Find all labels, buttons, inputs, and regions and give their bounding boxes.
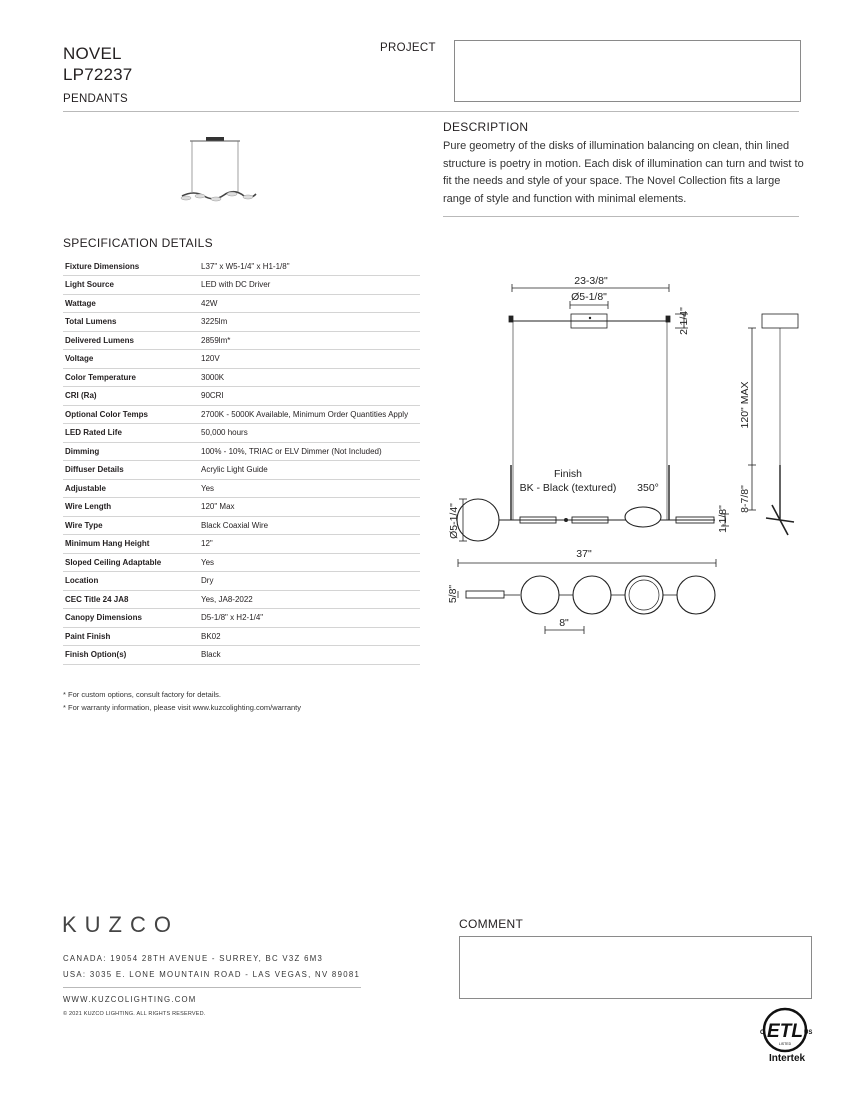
disk-diameter-label: Ø5-1/4" [448, 503, 460, 539]
address-usa: USA: 3035 E. LONE MOUNTAIN ROAD - LAS VEGAS, NV 89081 [63, 970, 361, 979]
spec-value: Acrylic Light Guide [199, 461, 420, 480]
spec-value: 12" [199, 535, 420, 554]
spec-label: Light Source [63, 276, 199, 295]
spec-value: D5-1/8" x H2-1/4" [199, 609, 420, 628]
spec-value: Yes [199, 479, 420, 498]
spec-label: Finish Option(s) [63, 646, 199, 665]
spec-label: Adjustable [63, 479, 199, 498]
spacing-label: 8" [559, 617, 569, 629]
cable-length-label: 120" MAX [739, 381, 751, 429]
spec-row [63, 572, 420, 591]
svg-text:US: US [804, 1030, 813, 1036]
model-number: LP72237 [63, 65, 133, 84]
spec-value: 50,000 hours [199, 424, 420, 443]
footer-divider [63, 987, 361, 988]
spec-label: Sloped Ceiling Adaptable [63, 553, 199, 572]
spec-row [63, 498, 420, 517]
collection-name: NOVEL [63, 44, 122, 63]
spec-label: Diffuser Details [63, 461, 199, 480]
spec-value: L37" x W5-1/4" x H1-1/8" [199, 257, 420, 276]
spec-label: Dimming [63, 442, 199, 461]
body-height-label: 1-1/8" [717, 505, 729, 533]
svg-text:LISTED: LISTED [778, 1042, 792, 1046]
spec-label: LED Rated Life [63, 424, 199, 443]
spec-value: 120V [199, 350, 420, 369]
description-divider [443, 216, 799, 217]
svg-text:C: C [760, 1030, 765, 1036]
product-photo [170, 130, 260, 210]
canopy-height-label: 2-1/4" [678, 307, 690, 335]
spec-value: 120" Max [199, 498, 420, 517]
spec-row [63, 609, 420, 628]
spec-value: 2859lm* [199, 331, 420, 350]
spec-label: Location [63, 572, 199, 591]
spec-row [63, 646, 420, 665]
spec-row [63, 257, 420, 276]
spec-label: Optional Color Temps [63, 405, 199, 424]
spec-row [63, 276, 420, 295]
finish-label: Finish [553, 468, 583, 480]
disk-top-1 [521, 576, 559, 614]
spec-row [63, 535, 420, 554]
spec-value: Black Coaxial Wire [199, 516, 420, 535]
side-height-label: 8-7/8" [739, 485, 751, 513]
copyright-text: © 2021 KUZCO LIGHTING. ALL RIGHTS RESERVED. [63, 1011, 206, 1017]
description-text: Pure geometry of the disks of illumination balancing on clean, thin lined structure is poetry in motion. Each disk of illumination can turn and twist to fit the needs and style of your space. The Novel Collection fits a large range of style and function with minimal elements. [443, 140, 804, 205]
spec-value: 2700K - 5000K Available, Minimum Order Quantities Apply [199, 405, 420, 424]
spec-row [63, 331, 420, 350]
spec-row [63, 461, 420, 480]
spec-label: Wire Length [63, 498, 199, 517]
spec-label: Minimum Hang Height [63, 535, 199, 554]
rotation-label: 350° [637, 482, 659, 494]
spec-table [63, 257, 420, 665]
spec-value: 3000K [199, 368, 420, 387]
address-canada: CANADA: 19054 28TH AVENUE - SURREY, BC V3Z 6M3 [63, 954, 324, 963]
custom-options-note: * For custom options, consult factory for details. [63, 690, 221, 699]
disk-top-3 [625, 576, 663, 614]
spec-value: 90CRI [199, 387, 420, 406]
overall-length-label: 37" [576, 548, 592, 560]
spec-label: Fixture Dimensions [63, 257, 199, 276]
spec-label: Delivered Lumens [63, 331, 199, 350]
depth-label: 5/8" [447, 584, 459, 604]
spec-row [63, 424, 420, 443]
spec-value: 42W [199, 294, 420, 313]
project-field[interactable] [454, 40, 801, 102]
spec-value: Black [199, 646, 420, 665]
spec-label: CRI (Ra) [63, 387, 199, 406]
spec-value: Dry [199, 572, 420, 591]
spec-row [63, 313, 420, 332]
spec-label: Voltage [63, 350, 199, 369]
spec-row [63, 442, 420, 461]
spec-label: Paint Finish [63, 627, 199, 646]
description-heading: DESCRIPTION [443, 120, 529, 134]
spec-heading: SPECIFICATION DETAILS [63, 236, 213, 250]
spec-row [63, 553, 420, 572]
spec-value: LED with DC Driver [199, 276, 420, 295]
spec-value: 100% - 10%, TRIAC or ELV Dimmer (Not Included) [199, 442, 420, 461]
spec-row [63, 590, 420, 609]
kuzco-logo: KUZCO [62, 912, 179, 937]
dimension-drawing [440, 260, 820, 640]
header-divider [63, 111, 799, 112]
spec-label: Wire Type [63, 516, 199, 535]
comment-label: COMMENT [459, 917, 524, 931]
disk-top-2 [573, 576, 611, 614]
spec-row [63, 405, 420, 424]
svg-text:ETL: ETL [767, 1021, 803, 1042]
spec-label: Color Temperature [63, 368, 199, 387]
spec-row [63, 350, 420, 369]
spec-label: Total Lumens [63, 313, 199, 332]
spec-label: CEC Title 24 JA8 [63, 590, 199, 609]
spec-value: Yes [199, 553, 420, 572]
etl-certification-icon [756, 1002, 818, 1066]
rotated-disk [625, 507, 661, 527]
spec-row [63, 294, 420, 313]
spec-label: Canopy Dimensions [63, 609, 199, 628]
canopy-width-label: 23-3/8" [574, 275, 608, 287]
spec-label: Wattage [63, 294, 199, 313]
project-label: PROJECT [380, 42, 436, 54]
disk-top-4 [677, 576, 715, 614]
product-category: PENDANTS [63, 93, 129, 105]
spec-row [63, 387, 420, 406]
spec-value: 3225lm [199, 313, 420, 332]
spec-row [63, 368, 420, 387]
spec-row [63, 516, 420, 535]
comment-field[interactable] [459, 936, 812, 999]
spec-value: Yes, JA8-2022 [199, 590, 420, 609]
svg-text:Intertek: Intertek [768, 1053, 806, 1064]
warranty-note: * For warranty information, please visit www.kuzcolighting.com/warranty [63, 703, 302, 712]
canopy-diameter-label: Ø5-1/8" [571, 291, 607, 303]
spec-value: BK02 [199, 627, 420, 646]
spec-row [63, 627, 420, 646]
website-link[interactable]: WWW.KUZCOLIGHTING.COM [63, 995, 197, 1004]
spec-row [63, 479, 420, 498]
finish-value: BK - Black (textured) [519, 482, 617, 494]
side-canopy [762, 314, 798, 328]
